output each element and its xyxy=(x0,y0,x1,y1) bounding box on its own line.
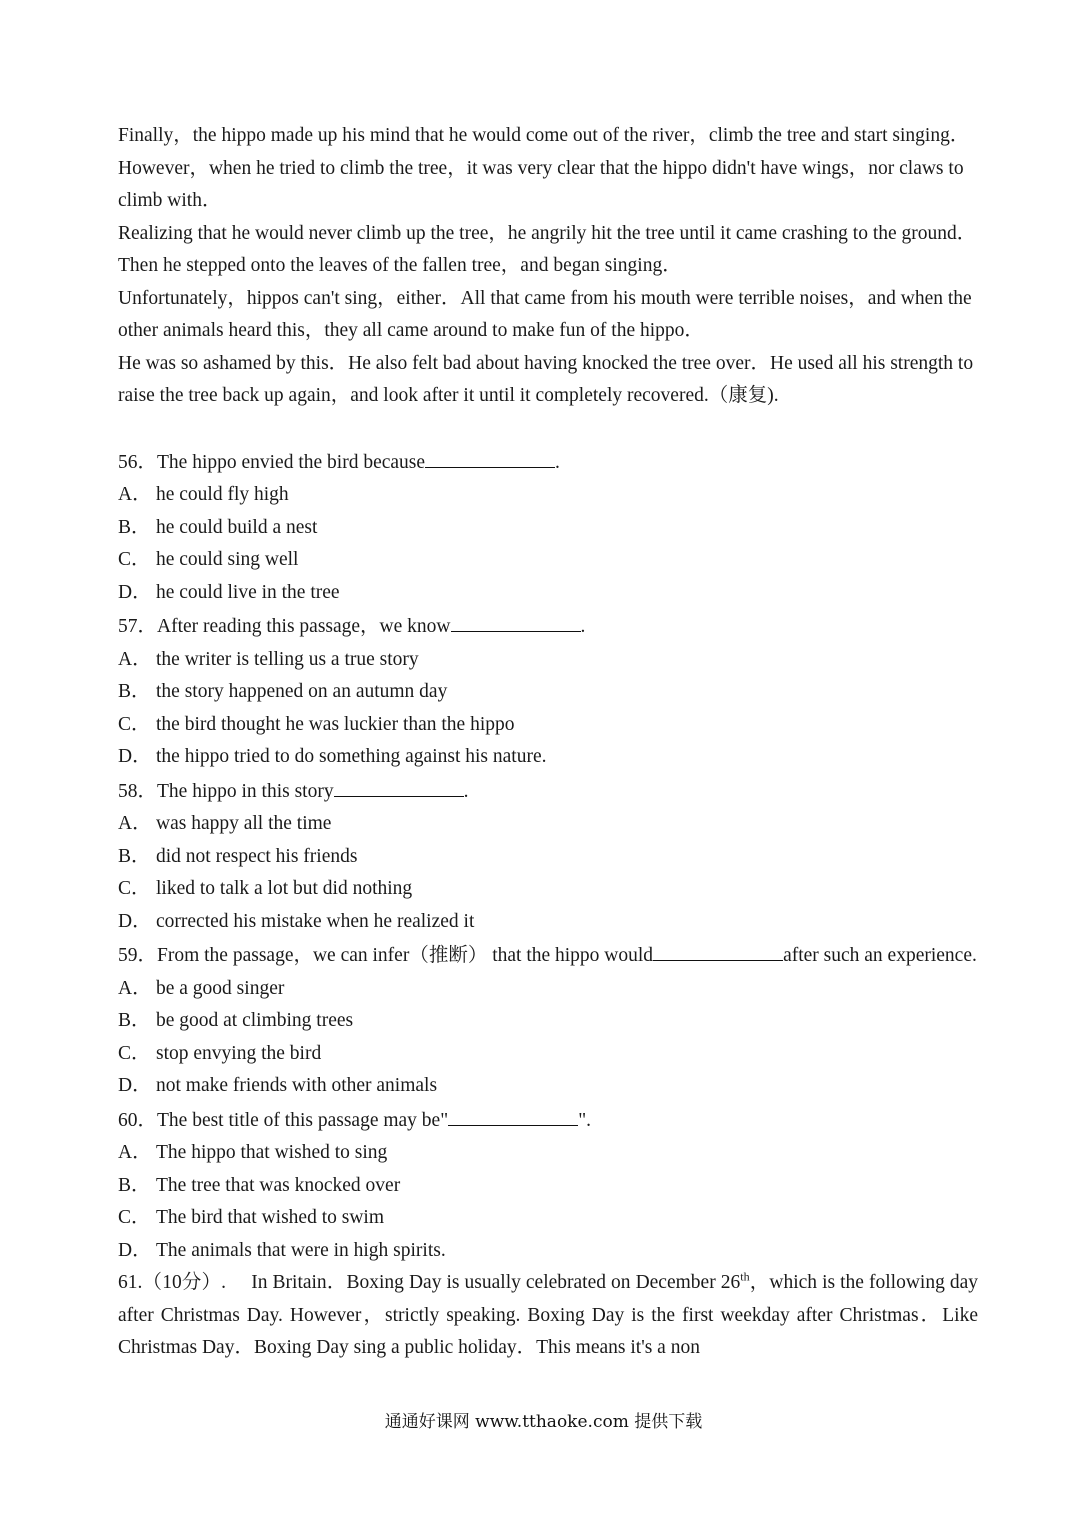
option-text: The tree that was knocked over xyxy=(156,1174,401,1196)
answer-option xyxy=(118,1038,978,1071)
question-stem xyxy=(118,774,978,809)
option-letter: B． xyxy=(118,516,151,538)
question-text-end: . xyxy=(580,616,586,637)
passage-paragraph: Unfortunately，hippos can't sing，either．All that came from his mouth were terrible noises，and when the other animals heard this，they all came around to make fun of the hippo． xyxy=(118,287,972,341)
option-letter: D． xyxy=(118,1075,152,1096)
answer-option xyxy=(118,906,978,939)
option-letter: C． xyxy=(118,1207,151,1228)
answer-option xyxy=(118,676,978,709)
question-61-text-continued: ，which is the following day after Christmas Day. However，strictly speaking. Boxing Day is the first weekday after Christmas．Like Christmas Day．Boxing Day sing a public holiday．This means it's a non xyxy=(118,1272,979,1358)
section-spacer xyxy=(118,413,978,445)
option-letter: D． xyxy=(118,1239,152,1261)
question-text-end: . xyxy=(555,451,560,473)
option-text: the writer is telling us a true story xyxy=(156,648,419,670)
option-text: The bird that wished to swim xyxy=(156,1207,385,1228)
question-61-text: In Britain．Boxing Day is usually celebrated on December 26 xyxy=(251,1272,741,1293)
passage-paragraph: Realizing that he would never climb up the tree，he angrily hit the tree until it came crashing to the ground．Then he stepped onto the leaves of the fallen tree，and began singing． xyxy=(118,222,977,276)
question-stem xyxy=(118,609,978,644)
question-text: 58．The hippo in this story xyxy=(118,780,334,802)
question-61-intro xyxy=(118,1267,978,1365)
answer-option xyxy=(118,841,978,874)
question-text: 56．The hippo envied the bird because xyxy=(118,451,426,473)
answer-option xyxy=(118,808,978,841)
answer-option xyxy=(118,741,978,774)
answer-option xyxy=(118,544,978,577)
question-stem xyxy=(118,938,978,973)
answer-option xyxy=(118,644,978,677)
option-text: stop envying the bird xyxy=(156,1042,322,1064)
answer-option xyxy=(118,479,978,512)
answer-blank xyxy=(448,1103,578,1126)
option-letter: A． xyxy=(118,1142,152,1163)
reading-passage xyxy=(118,120,978,413)
option-letter: C． xyxy=(118,549,151,570)
answer-option xyxy=(118,973,978,1006)
question-list xyxy=(118,445,978,1268)
answer-option xyxy=(118,1235,978,1268)
option-letter: A． xyxy=(118,648,152,670)
question-stem xyxy=(118,1103,978,1138)
option-letter: B． xyxy=(118,681,151,702)
option-text: not make friends with other animals xyxy=(156,1075,438,1096)
question-text: 57．After reading this passage，we know xyxy=(118,616,451,637)
answer-option xyxy=(118,512,978,545)
option-letter: D． xyxy=(118,746,152,767)
option-letter: B． xyxy=(118,1010,151,1031)
option-letter: C． xyxy=(118,878,151,899)
ordinal-superscript: th xyxy=(740,1269,750,1284)
answer-option xyxy=(118,873,978,906)
option-letter: A． xyxy=(118,484,152,505)
option-text: the hippo tried to do something against his nature. xyxy=(156,746,547,767)
question-text: 60．The best title of this passage may be" xyxy=(118,1109,449,1131)
option-text: corrected his mistake when he realized it xyxy=(156,910,475,932)
option-text: he could build a nest xyxy=(156,516,318,538)
option-text: he could sing well xyxy=(156,549,299,570)
option-letter: B． xyxy=(118,845,151,867)
option-text: The animals that were in high spirits. xyxy=(156,1239,446,1261)
answer-blank xyxy=(451,609,581,632)
document-page xyxy=(118,120,978,1365)
option-text: he could fly high xyxy=(156,484,289,505)
option-letter: C． xyxy=(118,1042,151,1064)
answer-blank xyxy=(653,938,783,961)
question-text-end: after such an experience. xyxy=(783,945,977,966)
question-text-end: . xyxy=(463,780,469,802)
passage-paragraph: He was so ashamed by this．He also felt bad about having knocked the tree over．He used all his strength to raise the tree back up again，and look after it until it completely recovered.（康复). xyxy=(118,352,974,406)
answer-option xyxy=(118,1137,978,1170)
answer-blank xyxy=(425,445,555,468)
option-letter: D． xyxy=(118,581,152,603)
answer-option xyxy=(118,1202,978,1235)
answer-option xyxy=(118,577,978,610)
page-footer: 通通好课网 www.tthaoke.com 提供下载 xyxy=(384,1412,703,1432)
option-text: the story happened on an autumn day xyxy=(156,681,448,702)
option-text: the bird thought he was luckier than the hippo xyxy=(156,713,515,735)
option-letter: A． xyxy=(118,813,152,834)
question-61-lead: 61.（10分）. xyxy=(118,1272,227,1293)
option-letter: C． xyxy=(118,713,151,735)
option-text: The hippo that wished to sing xyxy=(156,1142,388,1163)
answer-option xyxy=(118,1070,978,1103)
option-text: did not respect his friends xyxy=(156,845,358,867)
answer-option xyxy=(118,1170,978,1203)
question-text-end: ". xyxy=(578,1109,592,1131)
option-text: liked to talk a lot but did nothing xyxy=(156,878,413,899)
option-text: be good at climbing trees xyxy=(156,1010,354,1031)
question-text: 59．From the passage，we can infer（推断） that the hippo would xyxy=(118,945,654,966)
option-text: was happy all the time xyxy=(156,813,332,834)
option-letter: A． xyxy=(118,977,152,999)
answer-option xyxy=(118,1005,978,1038)
question-stem xyxy=(118,445,978,480)
answer-blank xyxy=(334,774,464,797)
option-letter: B． xyxy=(118,1174,151,1196)
answer-option xyxy=(118,709,978,742)
passage-paragraph: Finally，the hippo made up his mind that he would come out of the river，climb the tree and start singing．However，when he tried to climb the tree，it was very clear that the hippo didn't have wings，nor claws to climb with． xyxy=(118,125,970,211)
option-text: he could live in the tree xyxy=(156,581,340,603)
option-letter: D． xyxy=(118,910,152,932)
option-text: be a good singer xyxy=(156,977,285,999)
